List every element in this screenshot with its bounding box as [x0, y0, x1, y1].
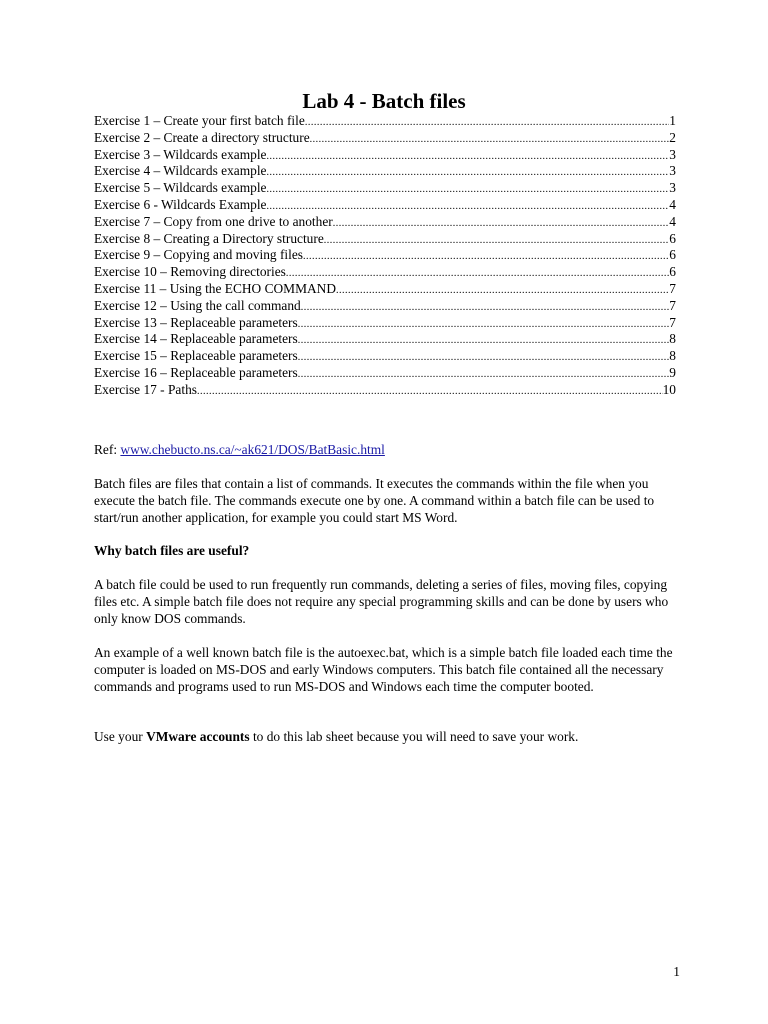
toc-dot-leader [197, 384, 663, 401]
toc-entry[interactable] [94, 298, 676, 315]
toc-entry-label: Exercise 10 – Removing directories [94, 264, 286, 280]
table-of-contents [94, 113, 676, 399]
toc-entry[interactable] [94, 365, 676, 382]
toc-entry-page: 1 [669, 113, 676, 128]
toc-entry-page: 7 [669, 314, 676, 330]
toc-entry-page: 4 [669, 196, 676, 212]
instruction-text-end: to do this lab sheet because you will need to save your work. [249, 729, 579, 744]
intro-paragraph: Batch files are files that contain a list of commands. It executes the commands within the file when you execute the batch file. The commands execute one by one. A command within a batch file can be used to start/run another application, for example you could start MS Word. [94, 476, 655, 525]
toc-entry[interactable] [94, 231, 676, 248]
toc-dot-leader [266, 182, 669, 199]
toc-entry-label: Exercise 5 – Wildcards example [94, 180, 267, 196]
toc-entry-page: 3 [669, 180, 676, 196]
toc-entry[interactable] [94, 247, 676, 264]
toc-dot-leader [305, 115, 669, 132]
toc-entry-page: 9 [669, 364, 676, 380]
toc-entry-page: 6 [669, 230, 676, 246]
toc-entry-label: Exercise 11 – Using the ECHO COMMAND [94, 280, 336, 296]
toc-entry[interactable] [94, 197, 676, 214]
toc-entry-label: Exercise 13 – Replaceable parameters [94, 314, 298, 330]
instruction-text-start: Use your [94, 729, 147, 744]
toc-entry-label: Exercise 12 – Using the call command [94, 297, 301, 313]
toc-dot-leader [298, 333, 670, 350]
reference-link[interactable]: www.chebucto.ns.ca/~ak621/DOS/BatBasic.html [120, 442, 385, 457]
toc-entry-page: 7 [669, 280, 676, 296]
toc-dot-leader [298, 367, 670, 384]
toc-entry-label: Exercise 6 - Wildcards Example [94, 196, 267, 212]
toc-entry[interactable] [94, 281, 676, 298]
toc-entry-label: Exercise 7 – Copy from one drive to another [94, 213, 333, 229]
vmware-accounts-emphasis: VMware accounts [146, 729, 250, 744]
toc-entry-page: 3 [669, 146, 676, 162]
toc-entry-label: Exercise 1 – Create your first batch file [94, 113, 305, 128]
toc-entry-label: Exercise 9 – Copying and moving files [94, 247, 304, 263]
toc-dot-leader [266, 149, 669, 166]
toc-entry[interactable] [94, 113, 676, 130]
toc-entry[interactable] [94, 348, 676, 365]
toc-dot-leader [324, 233, 670, 250]
toc-entry-label: Exercise 2 – Create a directory structure [94, 129, 310, 145]
toc-dot-leader [336, 283, 669, 300]
toc-entry-page: 7 [669, 297, 676, 313]
toc-dot-leader [298, 317, 670, 334]
toc-entry-label: Exercise 8 – Creating a Directory structure [94, 230, 324, 246]
autoexec-paragraph: An example of a well known batch file is the autoexec.bat, which is a simple batch file loaded each time the computer is loaded on MS-DOS and early Windows computers. This batch file contained all the necessary commands and programs used to run MS-DOS and Windows each time the computer booted. [94, 645, 673, 694]
toc-dot-leader [303, 249, 669, 266]
toc-entry[interactable] [94, 214, 676, 231]
toc-entry-page: 4 [669, 213, 676, 229]
toc-entry[interactable] [94, 163, 676, 180]
toc-entry-page: 8 [669, 348, 676, 364]
toc-dot-leader [266, 165, 669, 182]
toc-entry[interactable] [94, 147, 676, 164]
reference-line [94, 442, 684, 459]
toc-entry[interactable] [94, 130, 676, 147]
toc-dot-leader [310, 132, 670, 149]
toc-dot-leader [301, 300, 670, 317]
toc-entry-label: Exercise 17 - Paths [94, 381, 198, 397]
usefulness-paragraph: A batch file could be used to run frequently run commands, deleting a series of files, moving files, copying files etc. A simple batch file does not require any special programming skills and can be done by users who only know DOS commands. [94, 577, 669, 626]
toc-entry-page: 3 [669, 163, 676, 179]
toc-entry-page: 10 [662, 381, 676, 397]
toc-entry[interactable] [94, 315, 676, 332]
toc-dot-leader [286, 266, 669, 283]
toc-entry-label: Exercise 4 – Wildcards example [94, 163, 267, 179]
toc-entry-label: Exercise 16 – Replaceable parameters [94, 364, 298, 380]
toc-dot-leader [333, 216, 670, 233]
toc-entry[interactable] [94, 382, 676, 399]
toc-dot-leader [298, 350, 670, 367]
page-title: Lab 4 - Batch files [302, 89, 466, 113]
page-number: 1 [673, 964, 680, 979]
toc-entry-label: Exercise 15 – Replaceable parameters [94, 348, 298, 364]
toc-entry-page: 6 [669, 264, 676, 280]
toc-entry[interactable] [94, 264, 676, 281]
toc-entry-page: 6 [669, 247, 676, 263]
toc-entry-label: Exercise 3 – Wildcards example [94, 146, 267, 162]
toc-entry-page: 8 [669, 331, 676, 347]
toc-entry-label: Exercise 14 – Replaceable parameters [94, 331, 298, 347]
toc-entry[interactable] [94, 331, 676, 348]
reference-label: Ref: [94, 442, 121, 457]
section-heading: Why batch files are useful? [94, 543, 250, 558]
toc-entry[interactable] [94, 180, 676, 197]
instruction-paragraph [94, 729, 684, 746]
toc-entry-page: 2 [669, 129, 676, 145]
